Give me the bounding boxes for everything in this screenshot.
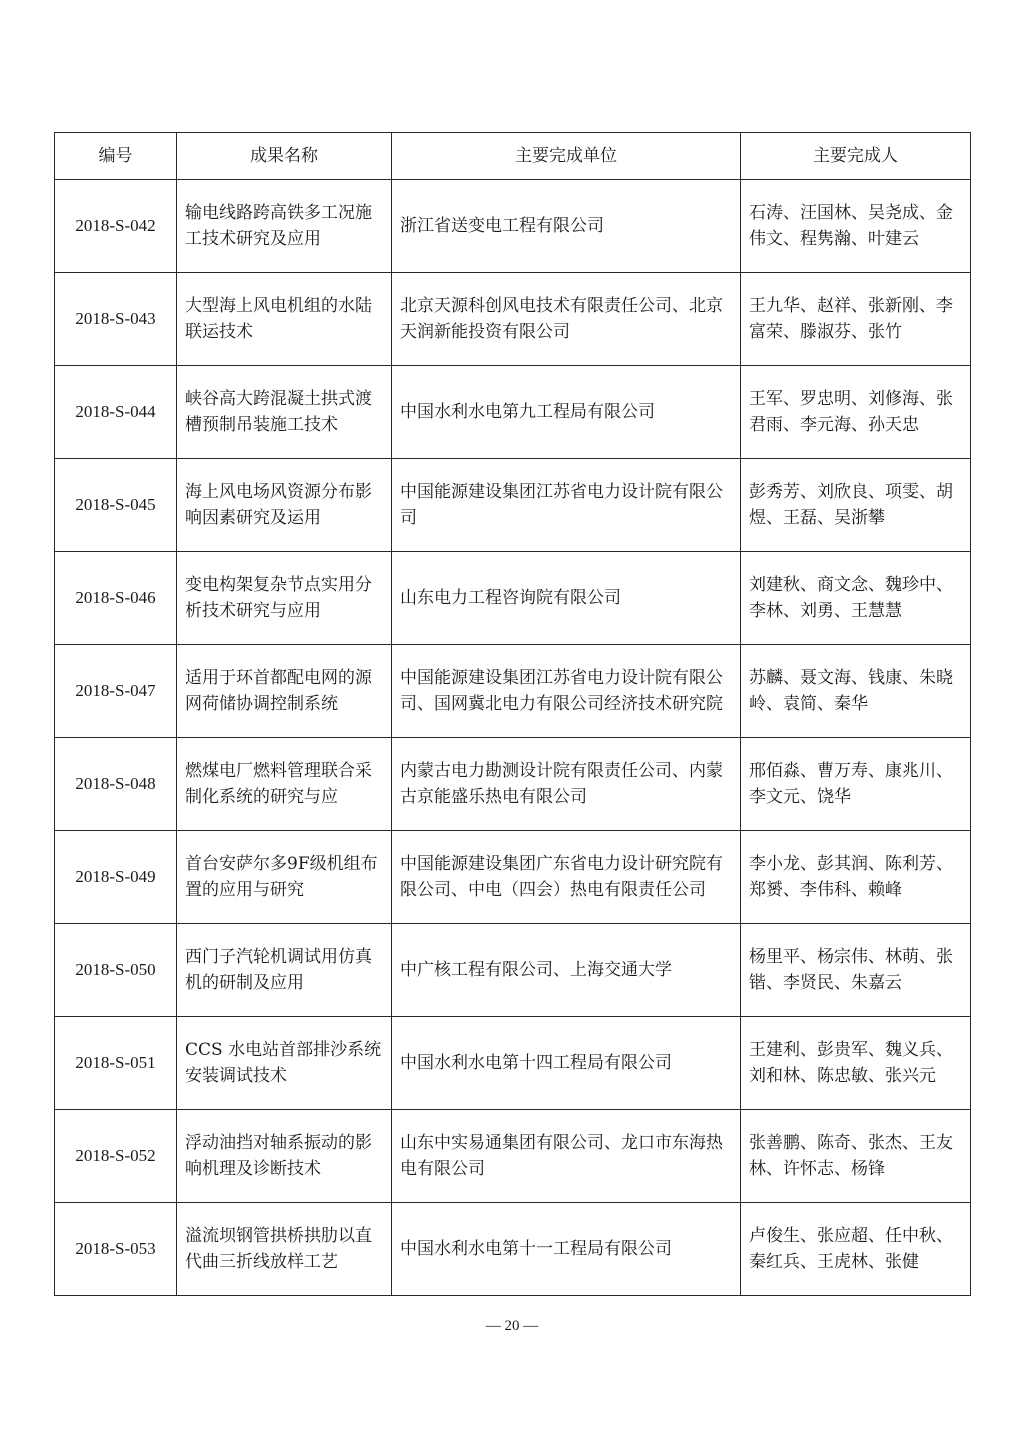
cell-name: 燃煤电厂燃料管理联合采制化系统的研究与应 [177, 738, 392, 831]
cell-code: 2018-S-049 [55, 831, 177, 924]
table-row [55, 273, 971, 366]
cell-name: 适用于环首都配电网的源网荷储协调控制系统 [177, 645, 392, 738]
cell-code: 2018-S-044 [55, 366, 177, 459]
cell-people: 李小龙、彭其润、陈利芳、郑赟、李伟科、赖峰 [741, 831, 971, 924]
cell-name: 大型海上风电机组的水陆联运技术 [177, 273, 392, 366]
cell-units: 中国能源建设集团江苏省电力设计院有限公司 [392, 459, 741, 552]
header-people: 主要完成人 [741, 133, 971, 180]
cell-name: 首台安萨尔多9F级机组布置的应用与研究 [177, 831, 392, 924]
cell-name: CCS 水电站首部排沙系统安装调试技术 [177, 1017, 392, 1110]
cell-name: 峡谷高大跨混凝土拱式渡槽预制吊装施工技术 [177, 366, 392, 459]
awards-table [54, 132, 971, 1296]
cell-name: 变电构架复杂节点实用分析技术研究与应用 [177, 552, 392, 645]
cell-code: 2018-S-051 [55, 1017, 177, 1110]
cell-name: 溢流坝钢管拱桥拱肋以直代曲三折线放样工艺 [177, 1203, 392, 1296]
cell-people: 王九华、赵祥、张新刚、李富荣、滕淑芬、张竹 [741, 273, 971, 366]
cell-code: 2018-S-052 [55, 1110, 177, 1203]
cell-name: 输电线路跨高铁多工况施工技术研究及应用 [177, 180, 392, 273]
table-row [55, 924, 971, 1017]
cell-name: 浮动油挡对轴系振动的影响机理及诊断技术 [177, 1110, 392, 1203]
table-row [55, 1017, 971, 1110]
cell-units: 浙江省送变电工程有限公司 [392, 180, 741, 273]
cell-name: 海上风电场风资源分布影响因素研究及运用 [177, 459, 392, 552]
table-row [55, 645, 971, 738]
table-header-row [55, 133, 971, 180]
page-number: — 20 — [485, 1318, 539, 1334]
cell-people: 王军、罗忠明、刘修海、张君雨、李元海、孙天忠 [741, 366, 971, 459]
cell-code: 2018-S-050 [55, 924, 177, 1017]
cell-code: 2018-S-045 [55, 459, 177, 552]
cell-units: 内蒙古电力勘测设计院有限责任公司、内蒙古京能盛乐热电有限公司 [392, 738, 741, 831]
cell-units: 山东电力工程咨询院有限公司 [392, 552, 741, 645]
table-row [55, 738, 971, 831]
cell-people: 石涛、汪国林、吴尧成、金伟文、程隽瀚、叶建云 [741, 180, 971, 273]
cell-units: 中国水利水电第十一工程局有限公司 [392, 1203, 741, 1296]
cell-people: 杨里平、杨宗伟、林萌、张锴、李贤民、朱嘉云 [741, 924, 971, 1017]
table-row [55, 180, 971, 273]
cell-people: 苏麟、聂文海、钱康、朱晓岭、袁简、秦华 [741, 645, 971, 738]
cell-people: 卢俊生、张应超、任中秋、秦红兵、王虎林、张健 [741, 1203, 971, 1296]
table-row [55, 1203, 971, 1296]
cell-code: 2018-S-046 [55, 552, 177, 645]
header-units: 主要完成单位 [392, 133, 741, 180]
cell-name: 西门子汽轮机调试用仿真机的研制及应用 [177, 924, 392, 1017]
table-row [55, 459, 971, 552]
header-name: 成果名称 [177, 133, 392, 180]
cell-code: 2018-S-053 [55, 1203, 177, 1296]
cell-people: 邢佰淼、曹万寿、康兆川、李文元、饶华 [741, 738, 971, 831]
table-row [55, 366, 971, 459]
cell-code: 2018-S-043 [55, 273, 177, 366]
table-row [55, 1110, 971, 1203]
cell-units: 北京天源科创风电技术有限责任公司、北京天润新能投资有限公司 [392, 273, 741, 366]
cell-units: 中国水利水电第九工程局有限公司 [392, 366, 741, 459]
cell-units: 中国水利水电第十四工程局有限公司 [392, 1017, 741, 1110]
cell-people: 彭秀芳、刘欣良、项雯、胡煜、王磊、吴浙攀 [741, 459, 971, 552]
cell-units: 中国能源建设集团广东省电力设计研究院有限公司、中电（四会）热电有限责任公司 [392, 831, 741, 924]
cell-code: 2018-S-048 [55, 738, 177, 831]
cell-code: 2018-S-047 [55, 645, 177, 738]
header-code: 编号 [55, 133, 177, 180]
cell-people: 刘建秋、商文念、魏珍中、李林、刘勇、王慧慧 [741, 552, 971, 645]
cell-units: 中广核工程有限公司、上海交通大学 [392, 924, 741, 1017]
cell-units: 山东中实易通集团有限公司、龙口市东海热电有限公司 [392, 1110, 741, 1203]
cell-units: 中国能源建设集团江苏省电力设计院有限公司、国网冀北电力有限公司经济技术研究院 [392, 645, 741, 738]
cell-people: 王建利、彭贵军、魏义兵、刘和林、陈忠敏、张兴元 [741, 1017, 971, 1110]
table-row [55, 831, 971, 924]
cell-people: 张善鹏、陈奇、张杰、王友林、许怀志、杨锋 [741, 1110, 971, 1203]
table-row [55, 552, 971, 645]
cell-code: 2018-S-042 [55, 180, 177, 273]
